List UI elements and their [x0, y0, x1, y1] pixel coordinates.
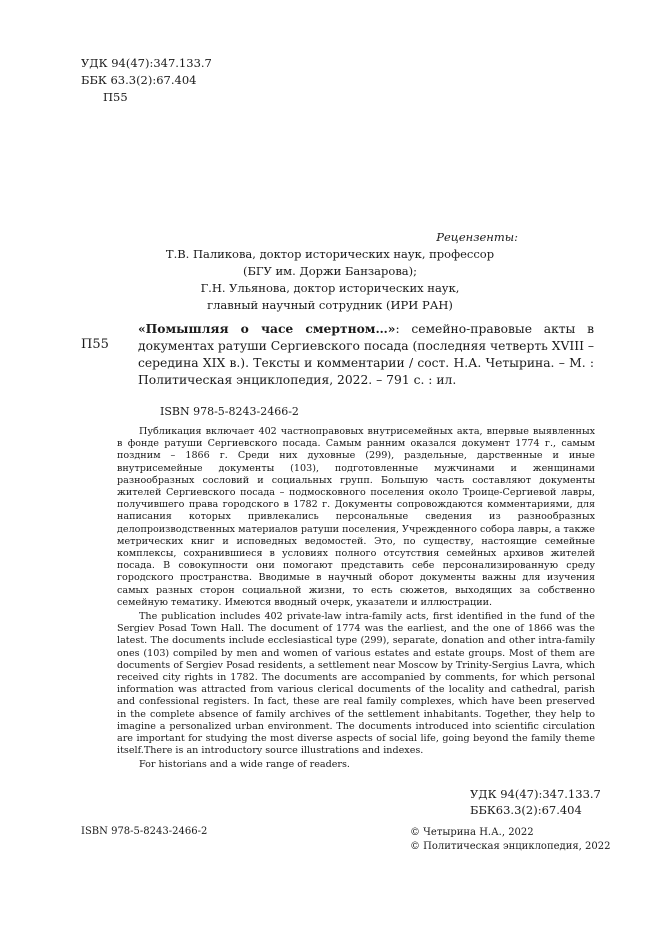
citation-details: : семейно-правовые акты в документах ратуши Сергиевского посада (последняя четверть XVIII – середина XIX в.). Тексты и комментарии / сост. Н.А. Четырина. – М. : Политическая энциклопедия, 2022. – 791 с. : ил. — [138, 322, 594, 387]
isbn-footer: ISBN 978-5-8243-2466-2 — [81, 826, 208, 837]
reviewers-heading: Рецензенты: — [436, 230, 518, 244]
bbk-code: ББК 63.3(2):67.404 — [81, 73, 197, 87]
reviewer-line: Г.Н. Ульянова, доктор исторических наук, — [200, 281, 460, 295]
reviewers-block — [130, 229, 530, 314]
annotation-russian — [117, 426, 595, 609]
copyright-publisher: © Политическая энциклопедия, 2022 — [410, 841, 611, 852]
classification-codes-top — [81, 55, 212, 106]
copyright-author: © Четырина Н.А., 2022 — [410, 827, 534, 838]
annotation-english — [117, 611, 595, 772]
isbn: ISBN 978-5-8243-2466-2 — [160, 405, 299, 418]
audience-note: For historians and a wide range of readers. — [139, 759, 350, 771]
bibliographic-citation — [138, 320, 594, 389]
udk-code: УДК 94(47):347.133.7 — [81, 56, 212, 70]
citation-marker: П55 — [81, 337, 109, 352]
copyright-block — [410, 826, 610, 854]
annotation-ru-text: Публикация включает 402 частноправовых внутрисемейных акта, впервые выявленных в фонде ратуши Сергиевского посада. Самым ранним оказался документ 1774 г., самым поздним – 1866 г. Среди них духовные (299), раздельные, дарственные и иные внутрисемейные документы (103), подготовленные мужчинами и женщинами разнообразных сословий и социальных групп. Большую часть составляют документы жителей Сергиевского посада – подмосковного поселения около Троице-Сергиевой лавры, получившего права городского в 1782 г. Документы сопровождаются комментариями, для написания которых привлекались персональные сведения из разнообразных делопроизводственных материалов ратуши поселения, Учрежденного собора лавры, а также метрических книг и исповедных ведомостей. Это, по существу, настоящие семейные комплексы, сохранившиеся в условиях полного отсутствия семейных архивов жителей посада. В совокупности они помогают представить себе персонализированную среду городского пространства. Вводимые в научный оборот документы важны для изучения самых разных сторон социальной жизни, то есть сюжетов, выходящих за собственно семейную тематику. Имеются вводный очерк, указатели и иллюстрации. — [117, 426, 595, 608]
author-mark: П55 — [103, 90, 128, 104]
book-title: «Помышляя о часе смертном…» — [138, 321, 396, 336]
annotation-en-text: The publication includes 402 private-law intra-family acts, first identified in the fund of the Sergiev Posad Town Hall. The document of 1774 was the earliest, and the one of 1866 was the latest. The documents include ecclesiastical type (299), separate, donation and other intra-family ones (103) compiled by men and women of various estates and estate groups. Most of them are documents of Sergiev Posad residents, a settlement near Moscow by Trinity-Sergius Lavra, which received city rights in 1782. The documents are accompanied by comments, for which personal information was attracted from various clerical documents of the locality and cathedral, parish and confessional registers. In fact, these are real family complexes, which have been preserved in the complete absence of family archives of the settlement inhabitants. Together, they help to imagine a personalized urban environment. The documents introduced into scientific circulation are important for studying the most diverse aspects of social life, going beyond the family theme itself.There is an introductory source illustrations and indexes. — [117, 611, 595, 757]
classification-codes-bottom — [470, 786, 601, 818]
reviewer-line: главный научный сотрудник (ИРИ РАН) — [207, 298, 453, 312]
udk-code-bottom: УДК 94(47):347.133.7 — [470, 787, 601, 801]
reviewer-line: (БГУ им. Доржи Банзарова); — [242, 264, 418, 278]
bbk-code-bottom: ББК63.3(2):67.404 — [470, 803, 582, 817]
reviewer-line: Т.В. Паликова, доктор исторических наук, профессор — [165, 247, 495, 261]
